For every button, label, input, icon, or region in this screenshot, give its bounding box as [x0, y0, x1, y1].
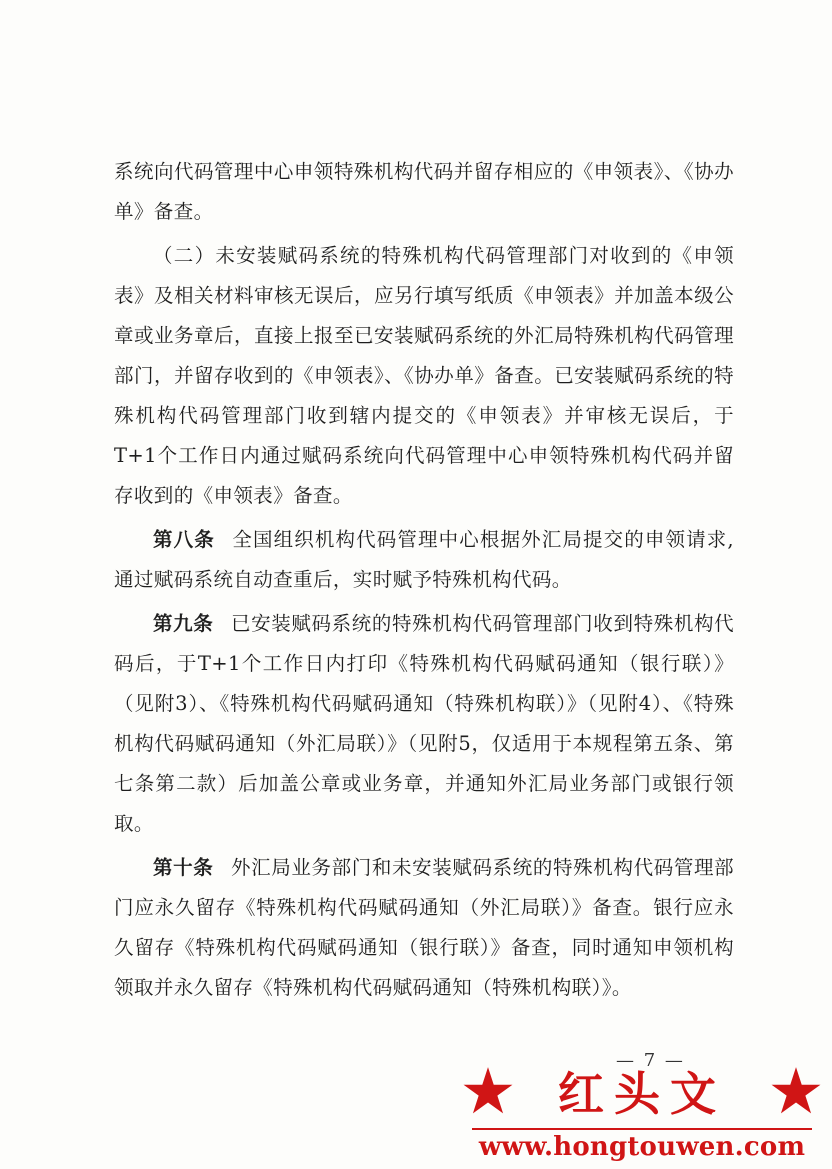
page-number: — 7 — — [616, 1050, 685, 1071]
paragraph-text: 已安装赋码系统的特殊机构代码管理部门收到特殊机构代码后，于T+1个工作日内打印《特殊机构代码赋码通知（银行联）》（见附3）、《特殊机构代码赋码通知（特殊机构联）》（见附4）、《特殊机构代码赋码通知（外汇局联）》（见附5，仅适用于本规程第五条、第七条第二款）后加盖公章或业务章，并通知外汇局业务部门或银行领取。 — [114, 612, 734, 835]
watermark-url: www.hongtouwen.com — [478, 1132, 806, 1162]
article-heading: 第八条 — [153, 528, 215, 551]
watermark-title: 红头文 — [558, 1067, 726, 1121]
watermark-title-row — [462, 1056, 822, 1126]
watermark-divider — [472, 1128, 812, 1130]
star-icon — [770, 1065, 822, 1117]
paragraph — [114, 152, 734, 232]
article-9-paragraph — [114, 604, 734, 844]
watermark — [462, 1056, 822, 1166]
article-10-paragraph — [114, 848, 734, 1008]
article-heading: 第九条 — [153, 612, 214, 635]
paragraph-text: 全国组织机构代码管理中心根据外汇局提交的申领请求,通过赋码系统自动查重后，实时赋予特殊机构代码。 — [114, 528, 734, 591]
paragraph-text: 外汇局业务部门和未安装赋码系统的特殊机构代码管理部门应永久留存《特殊机构代码赋码通知（外汇局联）》备查。银行应永久留存《特殊机构代码赋码通知（银行联）》备查，同时通知申领机构领取并永久留存《特殊机构代码赋码通知（特殊机构联）》。 — [114, 856, 734, 999]
paragraph — [114, 236, 734, 516]
paragraph-text: 系统向代码管理中心申领特殊机构代码并留存相应的《申领表》、《协办单》备查。 — [114, 160, 734, 223]
star-icon — [462, 1065, 514, 1117]
document-body — [114, 152, 734, 1008]
article-8-paragraph — [114, 520, 734, 600]
paragraph-text: （二）未安装赋码系统的特殊机构代码管理部门对收到的《申领表》及相关材料审核无误后，应另行填写纸质《申领表》并加盖本级公章或业务章后，直接上报至已安装赋码系统的外汇局特殊机构代码管理部门，并留存收到的《申领表》、《协办单》备查。已安装赋码系统的特殊机构代码管理部门收到辖内提交的《申领表》并审核无误后，于T+1个工作日内通过赋码系统向代码管理中心申领特殊机构代码并留存收到的《申领表》备查。 — [114, 244, 734, 507]
article-heading: 第十条 — [153, 856, 214, 879]
